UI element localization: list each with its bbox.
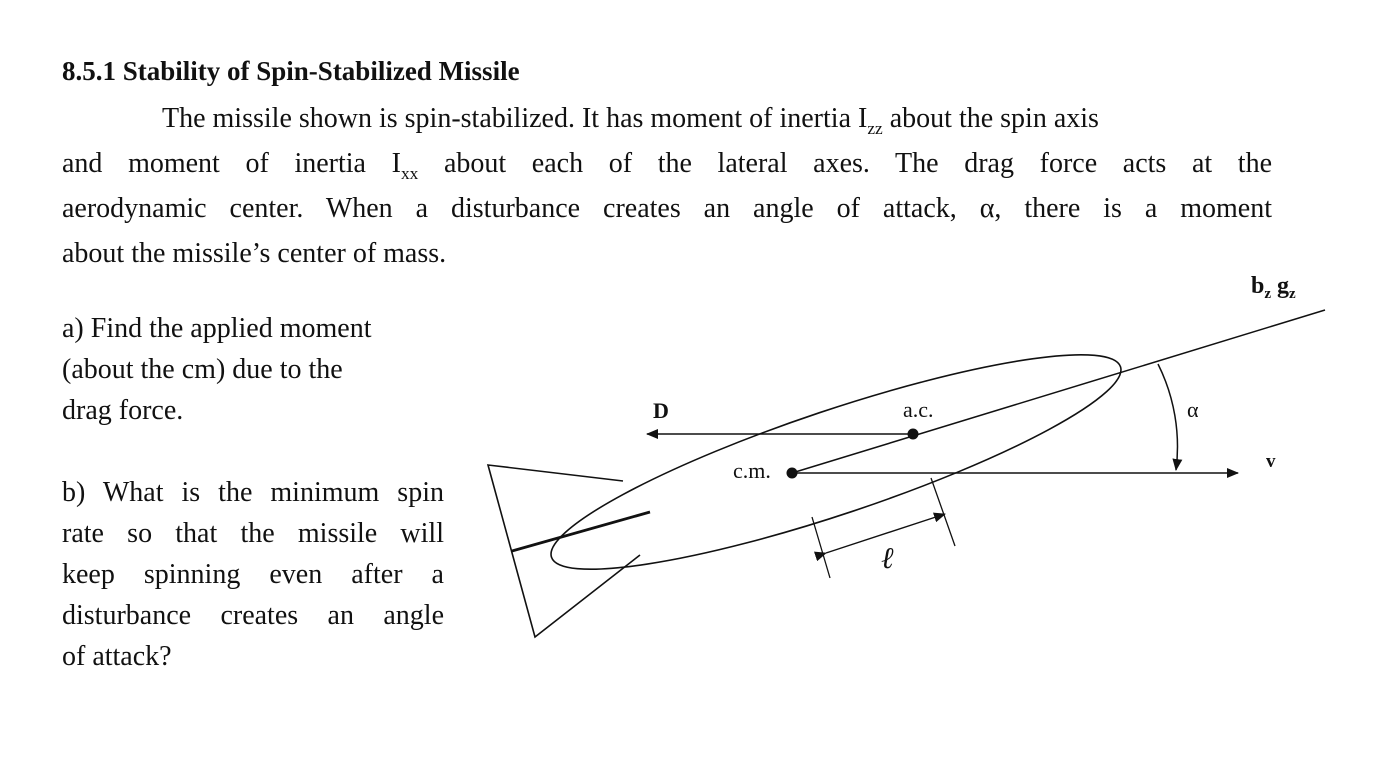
statement-line-2: and moment of inertia $I_{xx}$ about each of the lateral axes. The drag force acts at the <box>62 148 1273 183</box>
alpha-arc <box>1158 364 1177 470</box>
question-b-line: keep spinning even after a <box>62 559 444 590</box>
alpha-label: α <box>1187 397 1199 422</box>
length-label: ℓ <box>881 542 894 575</box>
question-b-line: of attack? <box>62 641 172 672</box>
statement-line-1: The missile shown is spin-stabilized. It has moment of inertia $I_{zz}$ about the spin axis <box>162 103 1099 138</box>
question-a-line: drag force. <box>62 395 184 426</box>
section-title: 8.5.1 Stability of Spin-Stabilized Missile <box>62 56 520 86</box>
question-b-line: b) What is the minimum spin <box>62 477 444 508</box>
body-axis-line <box>792 310 1325 473</box>
question-b-line: rate so that the missile will <box>62 518 444 549</box>
question-a-line: (about the cm) due to the <box>62 354 343 385</box>
statement-line-3: aerodynamic center. When a disturbance creates an angle of attack, α, there is a moment <box>62 193 1272 224</box>
cm-label: c.m. <box>733 458 771 483</box>
velocity-label: v <box>1266 451 1276 472</box>
question-b-line: disturbance creates an angle <box>62 600 444 631</box>
length-extension-2 <box>931 478 955 546</box>
length-extension-1 <box>812 517 830 578</box>
cm-point <box>787 468 798 479</box>
question-a-line: a) Find the applied moment <box>62 313 372 344</box>
tail-rod <box>512 512 650 551</box>
axis-label: $b_z$ $g_z$ <box>1251 273 1296 302</box>
missile-body <box>535 317 1137 606</box>
drag-label: D <box>653 398 669 423</box>
ac-point <box>908 429 919 440</box>
ac-label: a.c. <box>903 397 934 422</box>
statement-line-4: about the missile’s center of mass. <box>62 238 447 269</box>
tail-fins <box>488 465 640 637</box>
